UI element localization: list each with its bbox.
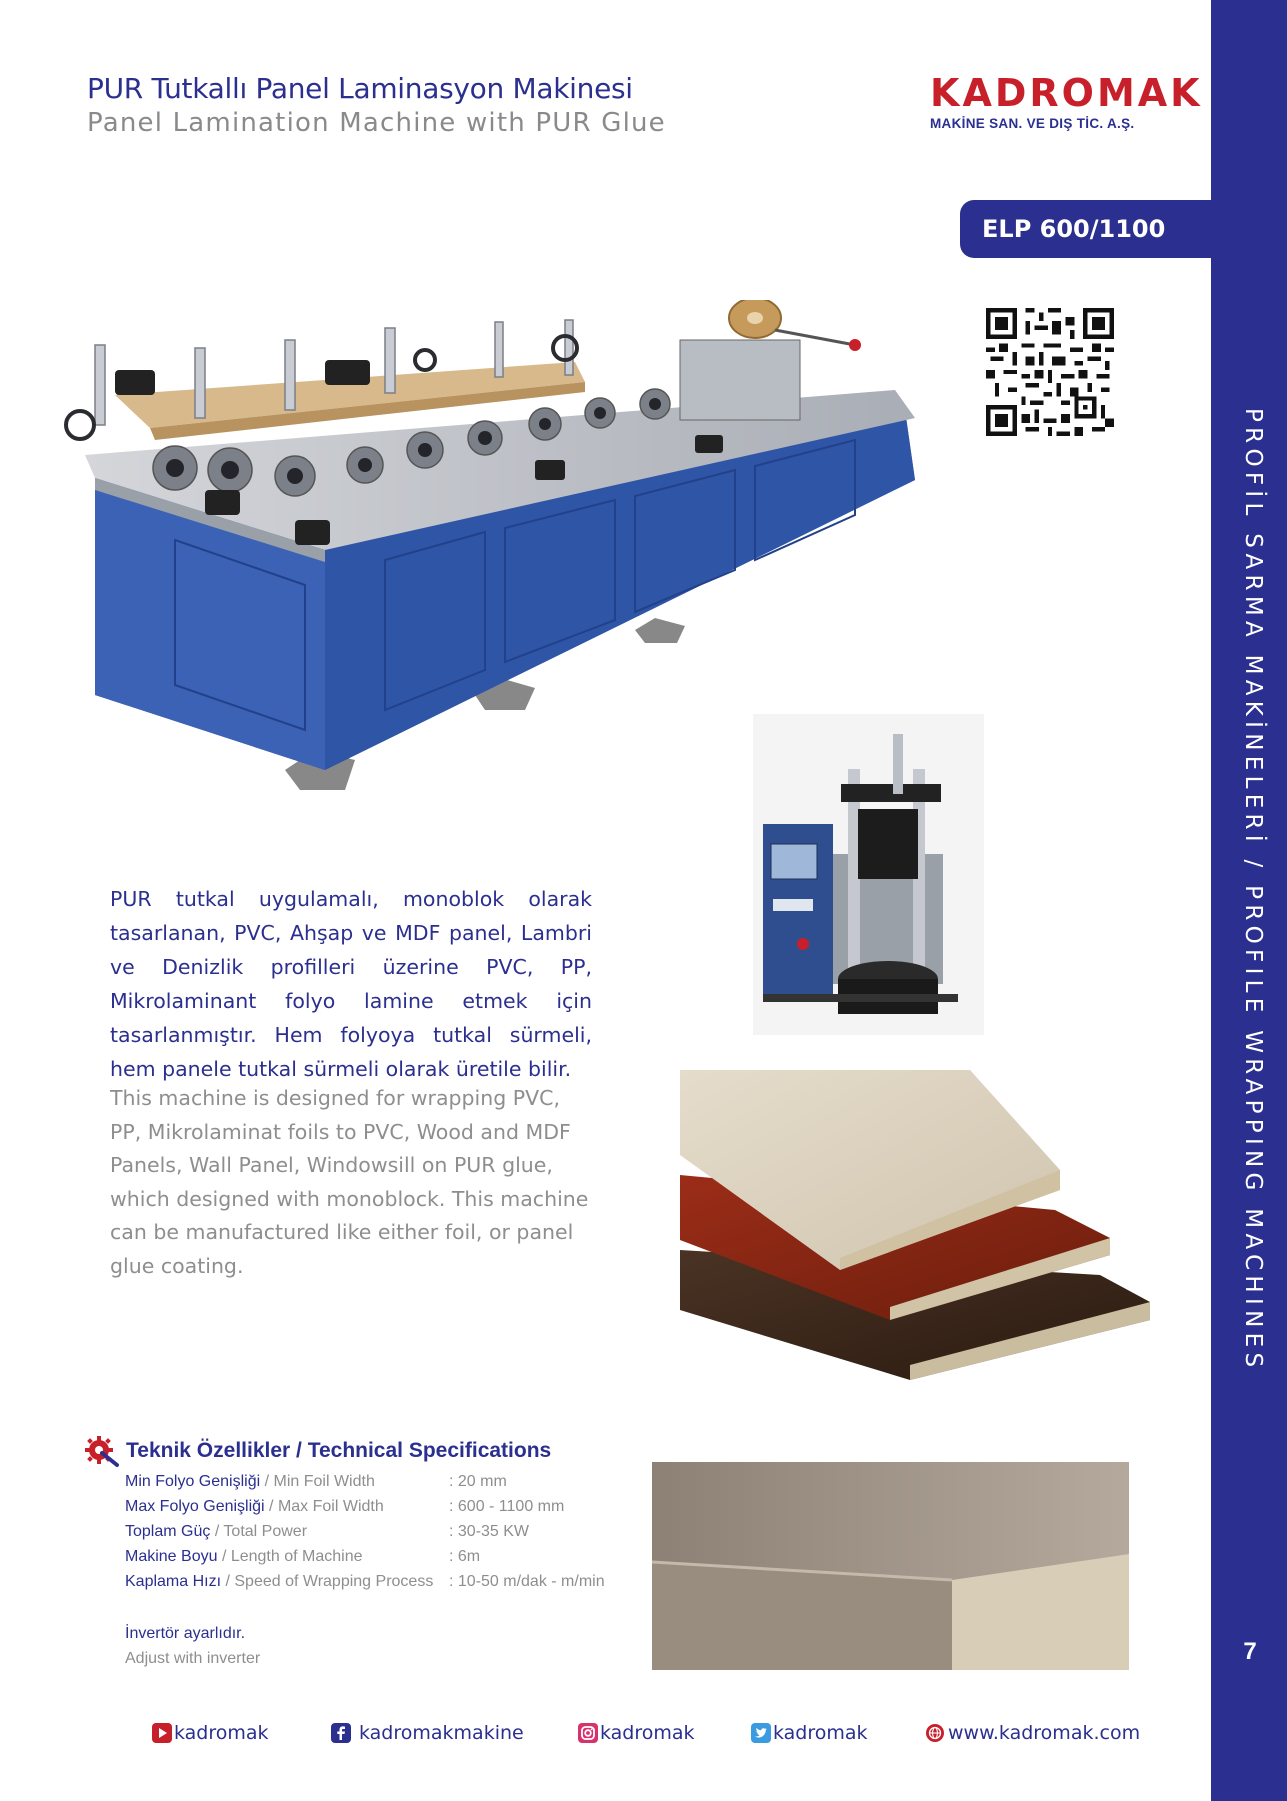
spec-label-tr: Kaplama Hızı — [125, 1573, 222, 1590]
qr-code-icon[interactable] — [986, 308, 1114, 436]
spec-value: : 10-50 m/dak - m/min — [449, 1573, 605, 1590]
instagram-icon — [578, 1723, 598, 1743]
page-title-tr: PUR Tutkallı Panel Laminasyon Makinesi — [87, 72, 633, 105]
description-turkish: PUR tutkal uygulamalı, monoblok olarak tasarlanan, PVC, Ahşap ve MDF panel, Lambri ve Denizlik profilleri üzerine PVC, PP, Mikrolaminant folyo lamine etmek için tasarlanmıştır. Hem folyoya tutkal sürmeli, hem panele tutkal sürmeli olarak üretile bilir. — [110, 887, 592, 1081]
description-english: This machine is designed for wrapping PVC, PP, Mikrolaminat foils to PVC, Wood and MDF Panels, Wall Panel, Windowsill on PUR glue, which designed with monoblock. This machine can be manufactured like either foil, or panel glue coating. — [110, 1086, 589, 1278]
spec-row-total-power — [125, 1523, 605, 1548]
sidebar-category-label: PROFİL SARMA MAKİNELERİ / PROFILE WRAPPING MACHINES — [1240, 408, 1266, 1373]
youtube-link[interactable] — [152, 1722, 269, 1744]
spec-value: : 30-35 KW — [449, 1523, 530, 1540]
model-badge: ELP 600/1100 — [960, 200, 1212, 258]
logo-wordmark: KADROMAK — [930, 71, 1203, 115]
laminated-boards-image — [680, 1070, 1180, 1380]
spec-label-tr: Toplam Güç — [125, 1523, 211, 1540]
twitter-link[interactable] — [751, 1722, 868, 1744]
logo-subtitle: MAKİNE SAN. VE DIŞ TİC. A.Ş. — [930, 116, 1135, 131]
spec-value: : 20 mm — [449, 1473, 507, 1490]
gear-wrench-icon — [84, 1434, 122, 1468]
instagram-link[interactable] — [578, 1722, 695, 1744]
twitter-handle: kadromak — [773, 1722, 868, 1744]
spec-row-max-foil-width — [125, 1498, 605, 1523]
spec-row-machine-length — [125, 1548, 605, 1573]
laminated-board-sample-image — [652, 1462, 1129, 1670]
inverter-note-en: Adjust with inverter — [125, 1650, 261, 1667]
sidebar-vertical-text — [1234, 408, 1266, 1388]
youtube-icon — [152, 1723, 172, 1743]
spec-label-en: / Max Foil Width — [264, 1498, 384, 1515]
spec-row-wrapping-speed — [125, 1573, 605, 1598]
page-title-en: Panel Lamination Machine with PUR Glue — [87, 108, 666, 138]
spec-label-tr: Min Folyo Genişliği — [125, 1473, 261, 1490]
twitter-icon — [751, 1723, 771, 1743]
instagram-handle: kadromak — [600, 1722, 695, 1744]
facebook-link[interactable] — [331, 1722, 524, 1744]
pur-glue-melter-image — [753, 714, 984, 1035]
website-url: www.kadromak.com — [948, 1722, 1141, 1744]
spec-value: : 600 - 1100 mm — [449, 1498, 565, 1515]
spec-label-tr: Makine Boyu — [125, 1548, 218, 1565]
globe-icon — [926, 1724, 944, 1742]
spec-label-en: / Speed of Wrapping Process — [221, 1573, 434, 1590]
specs-heading — [84, 1434, 551, 1468]
specs-title: Teknik Özellikler / Technical Specifications — [126, 1439, 552, 1462]
website-link[interactable] — [926, 1722, 1140, 1744]
spec-value: : 6m — [449, 1548, 481, 1565]
spec-label-en: / Total Power — [210, 1523, 308, 1540]
page-number: 7 — [1243, 1638, 1257, 1665]
spec-label-en: / Min Foil Width — [260, 1473, 375, 1490]
specs-table — [125, 1473, 605, 1598]
inverter-note-tr: İnvertör ayarlıdır. — [125, 1625, 246, 1642]
facebook-icon — [331, 1723, 351, 1743]
spec-label-en: / Length of Machine — [217, 1548, 363, 1565]
spec-row-min-foil-width — [125, 1473, 605, 1498]
youtube-handle: kadromak — [174, 1722, 269, 1744]
facebook-handle: kadromakmakine — [359, 1722, 524, 1744]
company-logo — [930, 71, 1203, 136]
spec-label-tr: Max Folyo Genişliği — [125, 1498, 265, 1515]
